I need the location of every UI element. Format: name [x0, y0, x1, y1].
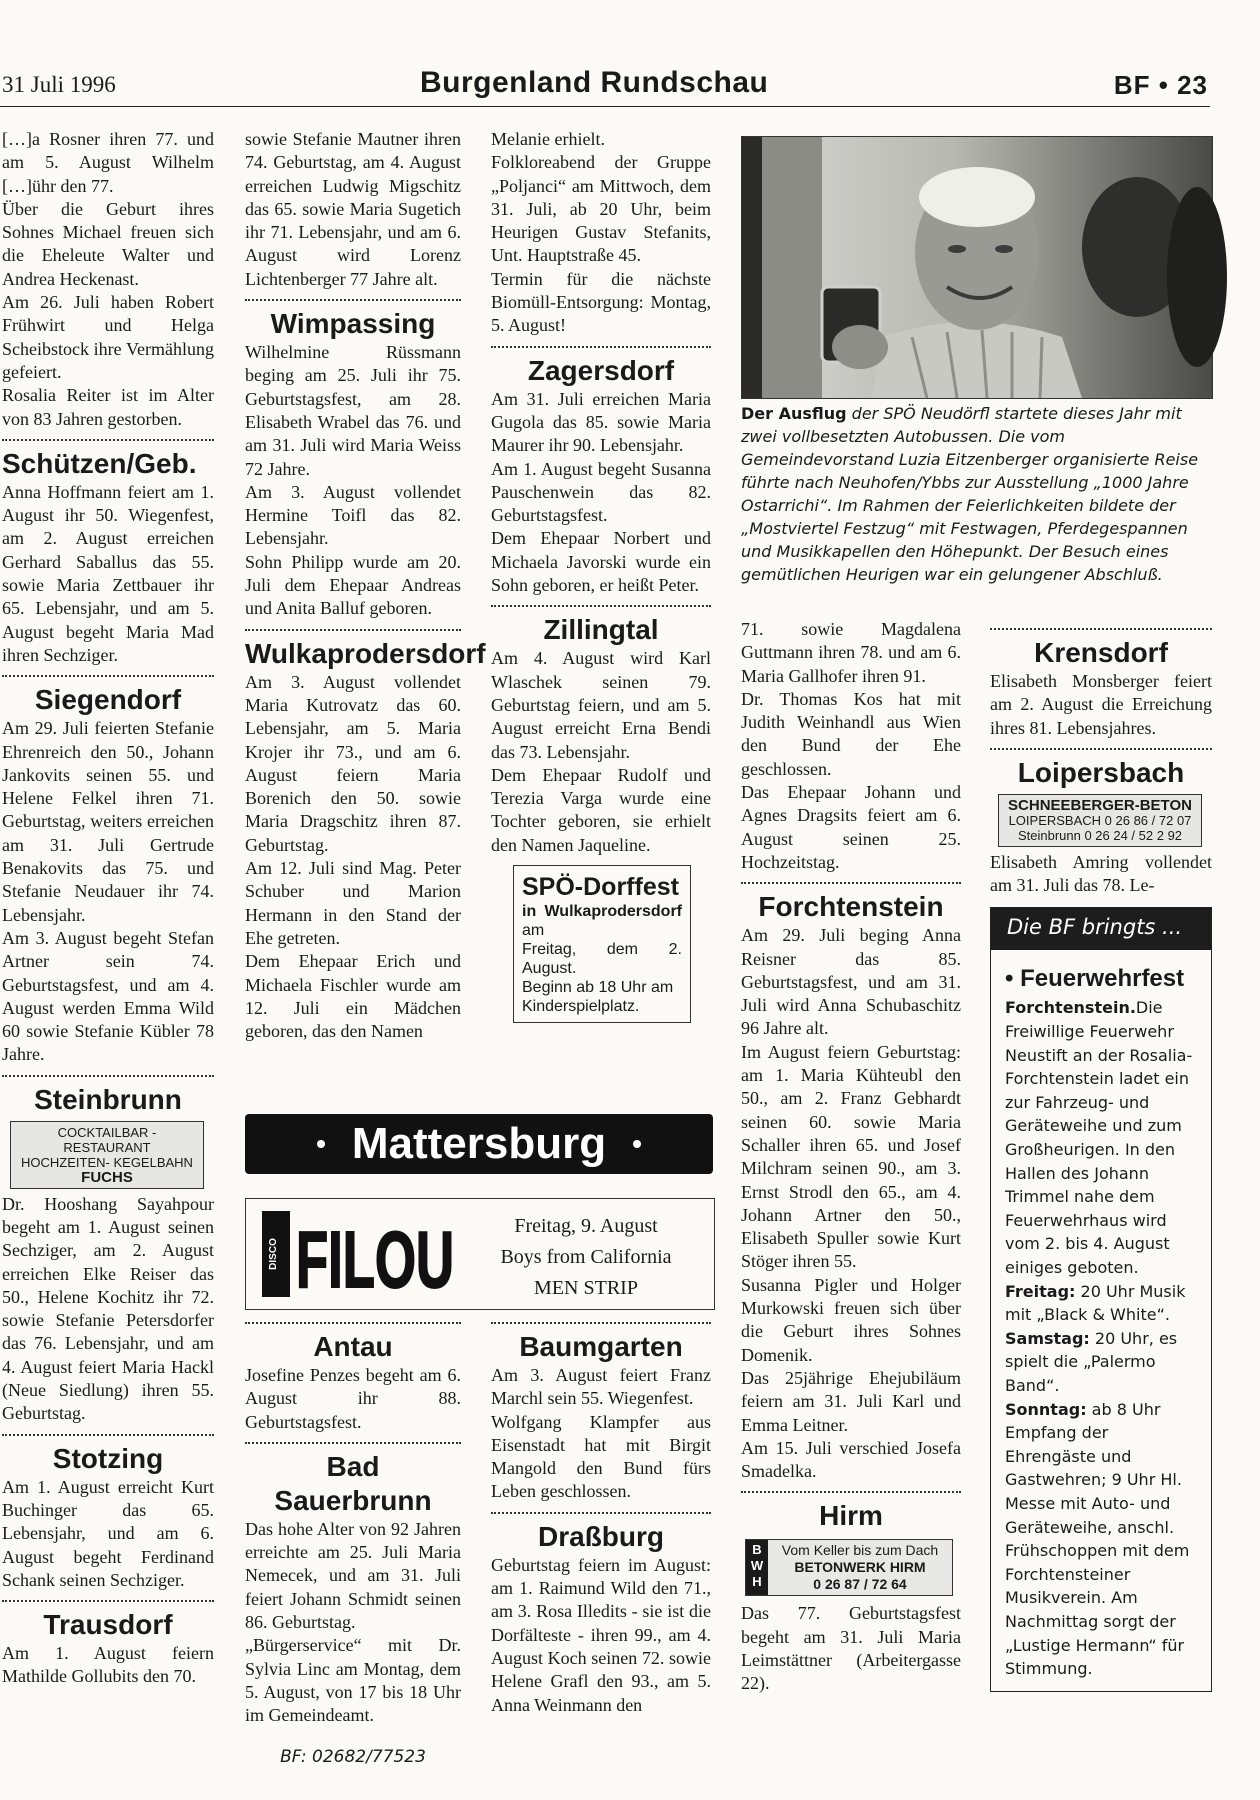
section-heading: Draßburg: [538, 1520, 664, 1552]
photo-elderly-man-with-glass: [742, 137, 1212, 398]
article-text: Am 31. Juli erreichen Maria Gugola das 85. sowie Maria Maurer ihr 90. Lebensjahr.: [491, 388, 711, 456]
box-title: • Feuerwehrfest: [1005, 965, 1185, 993]
issue-date: 31 Juli 1996: [2, 72, 116, 97]
section-heading: Siegendorf: [34, 684, 182, 716]
box-text-part: am: [522, 922, 545, 940]
article-text: Rosalia Reiter ist im Alter von 83 Jahren gestorben.: [2, 385, 214, 429]
mattersburg-banner: [245, 1114, 713, 1174]
box-text: [1005, 1398, 1201, 1681]
article-text: Anna Hoffmann feiert am 1. August ihr 50. Wiegenfest, am 2. August erreichen Gerhard Saballus das 55. sowie Maria Zettbauer ihr 65. Lebensjahr, und am 5. August begeht Maria Mad ihren Sechziger.: [2, 481, 214, 665]
column-2: [245, 128, 486, 1043]
article-text: Geburtstag feiern im August: am 1. Raimund Wild den 71., am 3. Rosa Illedits - sie ist die Dorfälteste - ihren 99., am 4. August Koch seinen 72. sowie Helene Grafl den 93., am 5. Anna Weinmann den: [491, 1554, 711, 1715]
ad-name: SCHNEEBERGER-BETON: [1008, 796, 1192, 814]
ad-text: Steinbrunn 0 26 24 / 52 2 92: [1017, 827, 1183, 843]
article-text: Dem Ehepaar Rudolf und Terezia Varga wurde eine Tochter geboren, sie erhielt den Namen Jaqueline.: [491, 764, 711, 855]
article-text: sowie Stefanie Mautner ihren 74. Geburtstag, am 4. August erreichen Ludwig Migschitz das 65. sowie Maria Sugetich ihr 71. Lebensjahr, und am 6. August wird Lorenz Lichtenberger 77 Jahre alt.: [245, 129, 461, 289]
schneeberger-beton-advertisement: [998, 794, 1202, 847]
caption-lead: Der Ausflug: [741, 404, 847, 423]
divider: [741, 882, 961, 884]
article-text: Am 12. Juli sind Mag. Peter Schuber und Marion Hermann in den Stand der Ehe getreten.: [245, 858, 461, 948]
divider: [2, 439, 214, 441]
ad-text: Boys from California: [500, 1246, 672, 1268]
article-text: Am 29. Juli feierten Stefanie Ehrenreich den 50., Johann Jankovits seinen 55. und Helene Felkel ihren 71. Geburtstag, weiters erreichen am 31. Juli Gertrude Benakovits das 75. und Stefanie Neudauer ihr 74. Lebensjahr.: [2, 718, 214, 925]
filou-disco-advertisement: [245, 1198, 715, 1310]
article-text: Am 3. August begeht Stefan Artner sein 74. Geburtstagsfest, und am 4. August werden Emma Wild 60 sowie Stefanie Kübler 78 Jahre.: [2, 927, 214, 1065]
article-text: Am 1. August erreicht Kurt Buchinger das 65. Lebensjahr, und am 6. August begeht Ferdinand Schank seinen Sechziger.: [2, 1476, 214, 1590]
day-text: 20 Uhr, es spielt die „Palermo Band“.: [1005, 1328, 1178, 1395]
section-heading: Zillingtal: [543, 614, 659, 646]
article-text: Am 3. August vollendet Hermine Toifl das 82. Lebensjahr.: [245, 481, 461, 549]
bullet: •: [632, 1128, 642, 1159]
section-heading: Loipersbach: [1017, 756, 1185, 788]
divider: [990, 748, 1212, 750]
divider: [2, 1434, 214, 1436]
section-heading: Forchtenstein: [758, 891, 944, 923]
divider: [245, 1442, 461, 1444]
bullet: •: [316, 1128, 326, 1159]
article-text: Dr. Thomas Kos hat mit Judith Weinhandl aus Wien den Bund der Ehe geschlossen.: [741, 688, 961, 779]
ad-text: HOCHZEITEN- KEGELBAHN: [21, 1154, 193, 1170]
betonwerk-hirm-advertisement: [745, 1539, 953, 1596]
article-text: Über die Geburt ihres Sohnes Michael freuen sich die Eheleute Walter und Andrea Heckenast.: [2, 198, 214, 289]
article-text: Im August feiern Geburtstag: am 1. Maria Kühteubl den 50., am 2. Franz Gebhardt seinen 60. sowie Maria Schaller ihren 65. und Josef Milchram seinen 90., am 3. Ernst Strodl den 65., am 4. Johann Artner den 50., Elisabeth Spuller sowie Kurt Stöger ihren 55.: [741, 1041, 961, 1272]
day-label: Freitag:: [1005, 1281, 1076, 1301]
article-text: Das 25jährige Ehejubiläum feiern am 31. Juli Karl und Emma Leitner.: [741, 1367, 961, 1435]
column-3: [491, 128, 711, 1023]
divider: [491, 605, 711, 607]
section-heading: Schützen/Geb.: [2, 447, 197, 479]
article-text: Am 1. August feiern Mathilde Gollubits den 70.: [2, 1643, 214, 1687]
article-text: Josefine Penzes begeht am 6. August ihr 88. Geburtstagsfest.: [245, 1365, 461, 1432]
article-text: Elisabeth Monsberger feiert am 2. August die Erreichung ihres 81. Lebensjahres.: [990, 671, 1212, 738]
divider: [491, 1322, 711, 1324]
caption-text: der SPÖ Neudörfl startete dieses Jahr mit zwei vollbesetzten Autobussen. Die vom Gemeindevorstand Luzia Eitzenberger organisierte Reise führte nach Neuhofen/Ybbs zur Ausstellung „1000 Jahre Ostarrichi“. Im Rahmen der Feierlichkeiten bildete der „Mostviertel Festzug“ mit Festwagen, Pferdegespannen und Musikkapellen den Höhepunkt. Der Besuch eines gemütlichen Heurigen war ein gelungener Abschluß.: [741, 404, 1199, 584]
article-text: Sohn Philipp wurde am 20. Juli dem Ehepaar Andreas und Anita Balluf geboren.: [245, 551, 461, 619]
box-place: in Wulkaprodersdorf: [522, 903, 682, 921]
box-header: Die BF bringts ...: [991, 908, 1211, 950]
section-heading: Steinbrunn: [34, 1083, 182, 1115]
section-heading: Wulkaprodersdorf: [245, 637, 486, 669]
divider: [491, 1512, 711, 1514]
ad-text: Freitag, 9. August: [514, 1215, 658, 1237]
box-text: [1005, 1280, 1201, 1327]
day-text: ab 8 Uhr Empfang der Ehrengäste und Gastwehren; 9 Uhr Hl. Messe mit Auto- und Geräteweihe, anschl. Frühschoppen mit dem Forchtensteiner Musikverein. Am Nachmittag sorgt der „Lustige Hermann“ für Stimmung.: [1005, 1399, 1190, 1679]
article-text: […]a Rosner ihren 77. und am 5. August Wilhelm […]ühr den 77.: [2, 129, 214, 196]
article-text: Das Ehepaar Johann und Agnes Dragsits feiert am 6. August seinen 25. Hochzeitstag.: [741, 782, 961, 872]
article-text: Folkloreabend der Gruppe „Poljanci“ am Mittwoch, dem 31. Juli, ab 20 Uhr, beim Heurigen Gustav Stefanits, Unt. Hauptstraße 45.: [491, 152, 711, 266]
box-title: SPÖ-Dorffest: [522, 873, 679, 902]
divider: [2, 1600, 214, 1602]
ad-text: Vom Keller bis zum Dach: [781, 1542, 939, 1559]
article-text: Am 1. August begeht Susanna Pauschenwein das 82. Geburtstagsfest.: [491, 458, 711, 526]
section-heading: Wimpassing: [270, 308, 436, 340]
column-5: [990, 618, 1212, 1692]
column-4: [741, 618, 961, 1696]
article-text: Das 77. Geburtstagsfest begeht am 31. Juli Maria Leimstättner (Arbeitergasse 22).: [741, 1603, 961, 1694]
divider: [990, 628, 1212, 630]
box-text: Freitag, dem 2. August.: [522, 941, 682, 978]
section-heading: Antau: [313, 1331, 393, 1362]
article-text: Am 29. Juli beging Anna Reisner das 85. Geburtstagsfest, und am 31. Juli wird Anna Schubaschitz 96 Jahre alt.: [741, 925, 961, 1039]
ad-text: LOIPERSBACH 0 26 86 / 72 07: [1008, 812, 1192, 828]
ad-text: MEN STRIP: [534, 1277, 638, 1299]
box-text: Beginn ab 18 Uhr am: [522, 979, 674, 997]
article-text: Wilhelmine Rüssmann beging am 25. Juli ihr 75. Geburtstagsfest, am 28. Elisabeth Wrabel das 76. und am 31. Juli wird Maria Weiss 72 Jahre.: [245, 342, 461, 479]
section-heading: Stotzing: [52, 1442, 164, 1474]
divider: [2, 675, 214, 677]
box-text: [1005, 996, 1201, 1279]
article-text: Am 4. August wird Karl Wlaschek seinen 79. Geburtstag feiern, und am 5. August erreicht Erna Bendi das 73. Lebensjahr.: [491, 648, 711, 762]
ad-name: FUCHS: [81, 1168, 133, 1186]
banner-title: Mattersburg: [351, 1119, 607, 1168]
divider: [491, 346, 711, 348]
section-heading: Bad Sauerbrunn: [274, 1450, 432, 1516]
column-2-lower: [245, 1322, 461, 1769]
divider: [245, 1322, 461, 1324]
box-text: [522, 902, 682, 940]
logo-wordmark: FILOU: [296, 1215, 454, 1304]
day-label: Sonntag:: [1005, 1399, 1087, 1419]
column-3-lower: [491, 1322, 711, 1717]
article-text: Dem Ehepaar Erich und Michaela Fischler wurde am 12. Juli ein Mädchen geboren, das den Namen: [245, 951, 461, 1042]
newspaper-title: Burgenland Rundschau: [420, 66, 769, 99]
article-text: Melanie erhielt.: [491, 129, 605, 149]
article-text: „Bürgerservice“ mit Dr. Sylvia Linc am Montag, dem 5. August, von 17 bis 18 Uhr im Gemeindeamt.: [245, 1635, 461, 1726]
bf-bringts-box: [990, 907, 1212, 1691]
article-text: Wolfgang Klampfer aus Eisenstadt hat mit Birgit Mangold den Bund fürs Leben geschlossen.: [491, 1411, 711, 1502]
ad-text-block: [466, 1211, 706, 1304]
article-text: Termin für die nächste Biomüll-Entsorgung: Montag, 5. August!: [491, 268, 711, 336]
bf-phone: BF: 02682/77523: [280, 1746, 426, 1767]
ad-body: [768, 1540, 952, 1595]
logo-disco-text: DISCO: [268, 1238, 279, 1270]
article-text: Susanna Pigler und Holger Murkowski freuen sich über die Geburt ihres Sohnes Domenik.: [741, 1274, 961, 1365]
ad-name: BETONWERK HIRM: [794, 1559, 926, 1576]
section-heading: Krensdorf: [1034, 637, 1168, 668]
filou-logo: [262, 1211, 458, 1304]
ad-phone: 0 26 87 / 72 64: [813, 1576, 907, 1593]
article-text: Elisabeth Amring vollendet am 31. Juli das 78. Le-: [990, 851, 1212, 896]
divider: [2, 1075, 214, 1077]
article-text: Das hohe Alter von 92 Jahren erreichte am 25. Juli Maria Nemecek, und am 31. Juli feiert Johann Schmidt seinen 86. Geburtstag.: [245, 1518, 461, 1633]
photo-caption: [741, 402, 1211, 586]
article-text: 71. sowie Magdalena Guttmann ihren 78. und am 6. Maria Gallhofer ihren 91.: [741, 619, 961, 686]
header-rule: [0, 106, 1210, 107]
ad-logo: B W H: [746, 1540, 768, 1595]
section-heading: Hirm: [819, 1500, 883, 1532]
spoe-dorffest-box: [513, 865, 691, 1023]
page-number: BF • 23: [1113, 70, 1208, 100]
day-text: 20 Uhr Musik mit „Black & White“.: [1005, 1281, 1186, 1325]
article-text: Dem Ehepaar Norbert und Michaela Javorski wurde ein Sohn geboren, er heißt Peter.: [491, 528, 711, 596]
divider: [245, 629, 461, 631]
article-text: Am 26. Juli haben Robert Frühwirt und Helga Scheibstock ihre Vermählung gefeiert.: [2, 292, 214, 382]
box-text-part: Die Freiwillige Feuerwehr Neustift an der Rosalia-Forchtenstein ladet ein zur Fahrzeug- und Geräteweihe und zum Großheurigen. In den Hallen des Johann Trimmel nahe dem Feuerwehrhaus wird vom 2. bis 4. August einiges geboten.: [1005, 998, 1193, 1278]
day-label: Samstag:: [1005, 1328, 1090, 1348]
section-heading: Zagersdorf: [527, 354, 675, 386]
ad-text: COCKTAILBAR - RESTAURANT: [57, 1124, 157, 1155]
box-text: [1005, 1327, 1201, 1398]
divider: [245, 299, 461, 301]
section-heading: Baumgarten: [519, 1331, 683, 1362]
article-text: Dr. Hooshang Sayahpour begeht am 1. August seinen Sechziger, am 2. August erreichen Elke Reiser das 50., Helene Kochitz ihr 72. sowie Stefanie Petersdorfer das 76. Lebensjahr, und am 4. August feiert Maria Hackl (Neue Siedlung) ihren 55. Geburtstag.: [2, 1193, 214, 1424]
box-place: Forchtenstein.: [1005, 998, 1136, 1018]
section-heading: Trausdorf: [43, 1609, 173, 1641]
box-body: [991, 950, 1211, 1690]
divider: [741, 1491, 961, 1493]
column-1: [2, 128, 214, 1689]
article-text: Am 3. August vollendet Maria Kutrovatz das 60. Lebensjahr, am 5. Maria Krojer ihr 73., und am 6. August feiern Maria Borenich den 50. sowie Maria Dragschitz ihren 87. Geburtstag.: [245, 671, 461, 855]
box-text: Kinderspielplatz.: [522, 998, 640, 1016]
article-text: Am 15. Juli verschied Josefa Smadelka.: [741, 1437, 961, 1482]
news-photo: [741, 136, 1213, 399]
fuchs-advertisement: [10, 1121, 204, 1189]
article-text: Am 3. August feiert Franz Marchl sein 55. Wiegenfest.: [491, 1365, 711, 1409]
